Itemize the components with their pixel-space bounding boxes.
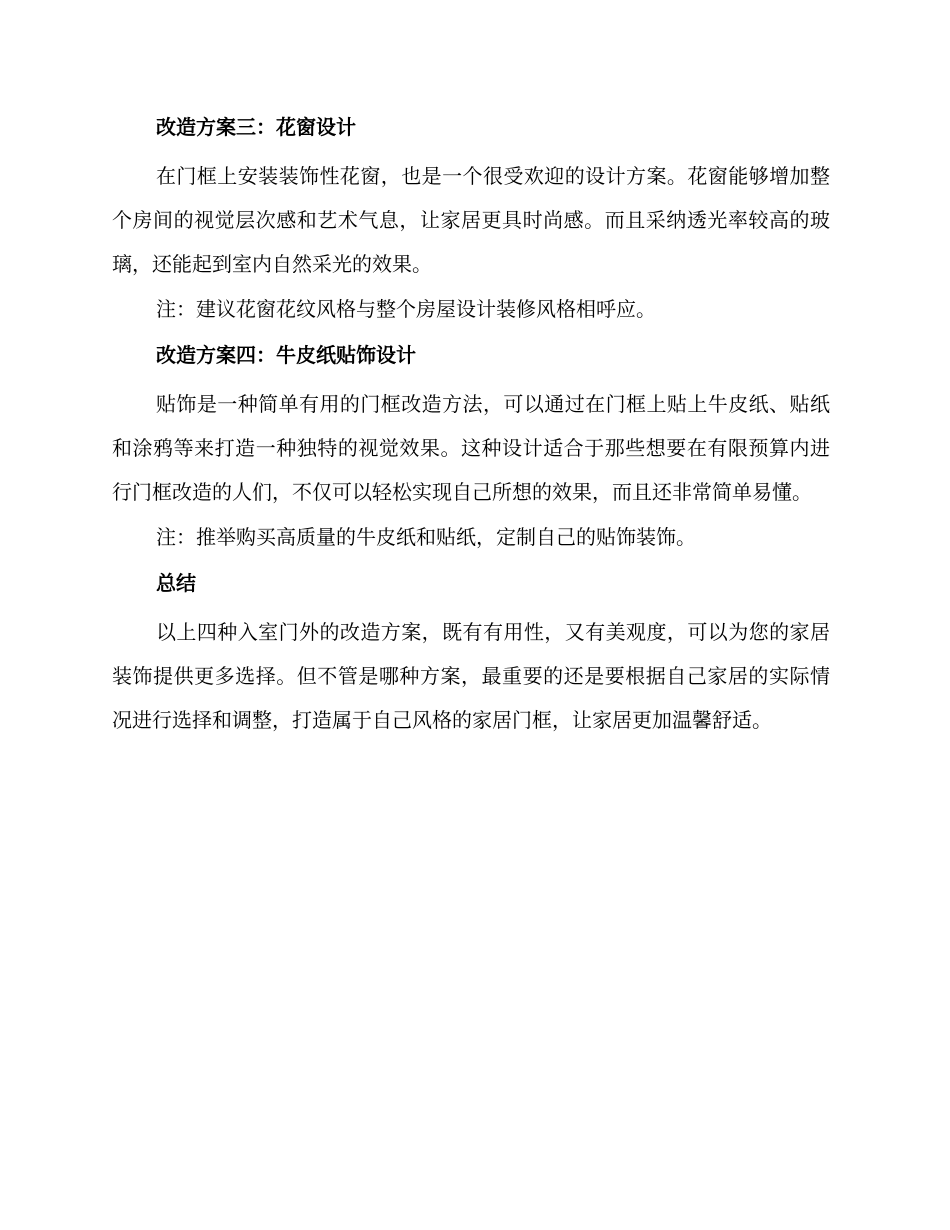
section-heading-plan-four: 改造方案四：牛皮纸贴饰设计 (156, 343, 416, 367)
section-heading-plan-three: 改造方案三：花窗设计 (156, 115, 356, 139)
section-paragraph-plan-four: 贴饰是一种简单有用的门框改造方法，可以通过在门框上贴上牛皮纸、贴纸和涂鸦等来打造一种独特的视觉效果。这种设计适合于那些想要在有限预算内进行门框改造的人们，不仅可以轻松实现自己所想的效果，而且还非常简单易懂。 (112, 392, 830, 504)
section-heading-summary: 总结 (156, 571, 196, 595)
section-paragraph-summary: 以上四种入室门外的改造方案，既有有用性，又有美观度，可以为您的家居装饰提供更多选择。但不管是哪种方案，最重要的还是要根据自己家居的实际情况进行选择和调整，打造属于自己风格的家居门框，让家居更加温馨舒适。 (112, 620, 830, 732)
section-note-plan-four: 注：推举购买高质量的牛皮纸和贴纸，定制自己的贴饰装饰。 (156, 525, 696, 549)
section-note-plan-three: 注：建议花窗花纹风格与整个房屋设计装修风格相呼应。 (156, 297, 656, 321)
document-body (112, 108, 830, 746)
section-paragraph-plan-three: 在门框上安装装饰性花窗，也是一个很受欢迎的设计方案。花窗能够增加整个房间的视觉层次感和艺术气息，让家居更具时尚感。而且采纳透光率较高的玻璃，还能起到室内自然采光的效果。 (112, 164, 830, 276)
